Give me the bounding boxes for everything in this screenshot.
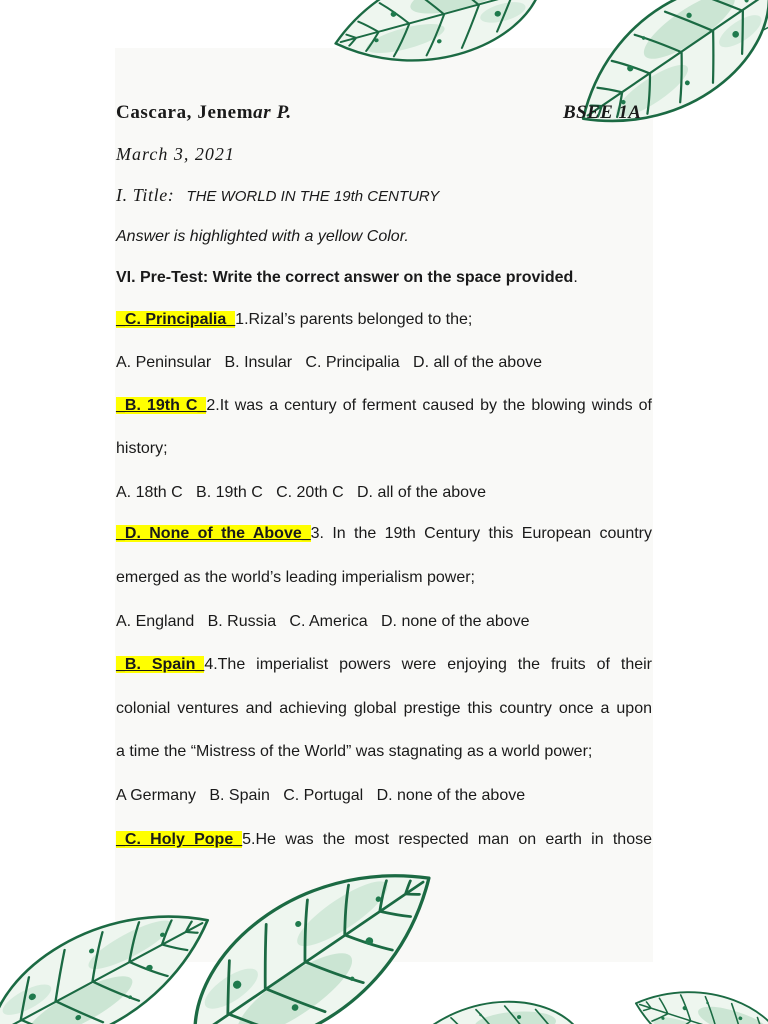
answer-5-highlight: _C. Holy Pope_	[116, 831, 243, 848]
title-label: I. Title:	[116, 185, 175, 205]
document-date: March 3, 2021	[116, 144, 235, 164]
student-name-suffix: ar P.	[253, 102, 292, 123]
answer-2-highlight: _B. 19th C_	[116, 397, 207, 414]
question-5	[116, 828, 652, 852]
section-heading-text: VI. Pre-Test: Write the correct answer on the space provided	[116, 269, 574, 286]
question-3-text: 3. In the 19th Century this European country	[310, 525, 653, 542]
question-2-options: A. 18th C B. 19th C C. 20th C D. all of the above	[116, 484, 486, 501]
section-heading-period: .	[573, 269, 578, 286]
title-text: THE WORLD IN THE 19th CENTURY	[186, 188, 440, 205]
question-5-text: 5.He was the most respected man on earth in those	[242, 831, 653, 848]
student-name-text: Cascara, Jenem	[116, 102, 254, 123]
leaf-decoration-bottom-right	[626, 972, 768, 1024]
question-4	[116, 653, 652, 677]
leaf-decoration-top-center	[325, 0, 574, 84]
course-section-label: BSEE 1A	[563, 102, 642, 123]
answer-4-highlight: _B. Spain_	[116, 656, 205, 673]
question-1-text: 1.Rizal’s parents belonged to the;	[235, 311, 473, 328]
section-heading	[116, 266, 652, 290]
leaf-decoration-bottom-mid-right	[408, 995, 601, 1024]
question-2-text: 2.It was a century of ferment caused by the blowing winds of	[206, 397, 653, 414]
question-4-options: A Germany B. Spain C. Portugal D. none of the above	[116, 787, 526, 804]
question-2	[116, 394, 652, 418]
question-2-text-continued: history;	[116, 440, 168, 457]
leaf-decoration-top-right	[556, 0, 768, 159]
leaf-decoration-bottom-left	[0, 879, 229, 1024]
question-4-text-continued: colonial ventures and achieving global prestige this country once a upon	[116, 700, 652, 717]
question-3	[116, 522, 652, 546]
answer-3-highlight: _D. None of the Above_	[116, 525, 311, 542]
answer-1-highlight: _C. Principalia_	[116, 311, 236, 328]
answer-note: Answer is highlighted with a yellow Color.	[116, 228, 409, 245]
question-4-text: 4.The imperialist powers were enjoying the fruits of their	[204, 656, 653, 673]
question-3-text-continued: emerged as the world’s leading imperialism power;	[116, 569, 475, 586]
question-1-options: A. Peninsular B. Insular C. Principalia D. all of the above	[116, 354, 542, 371]
question-4-text-end: a time the “Mistress of the World” was stagnating as a world power;	[116, 743, 593, 760]
question-3-options: A. England B. Russia C. America D. none of the above	[116, 613, 530, 630]
title-line	[116, 183, 652, 207]
question-1	[116, 308, 652, 332]
